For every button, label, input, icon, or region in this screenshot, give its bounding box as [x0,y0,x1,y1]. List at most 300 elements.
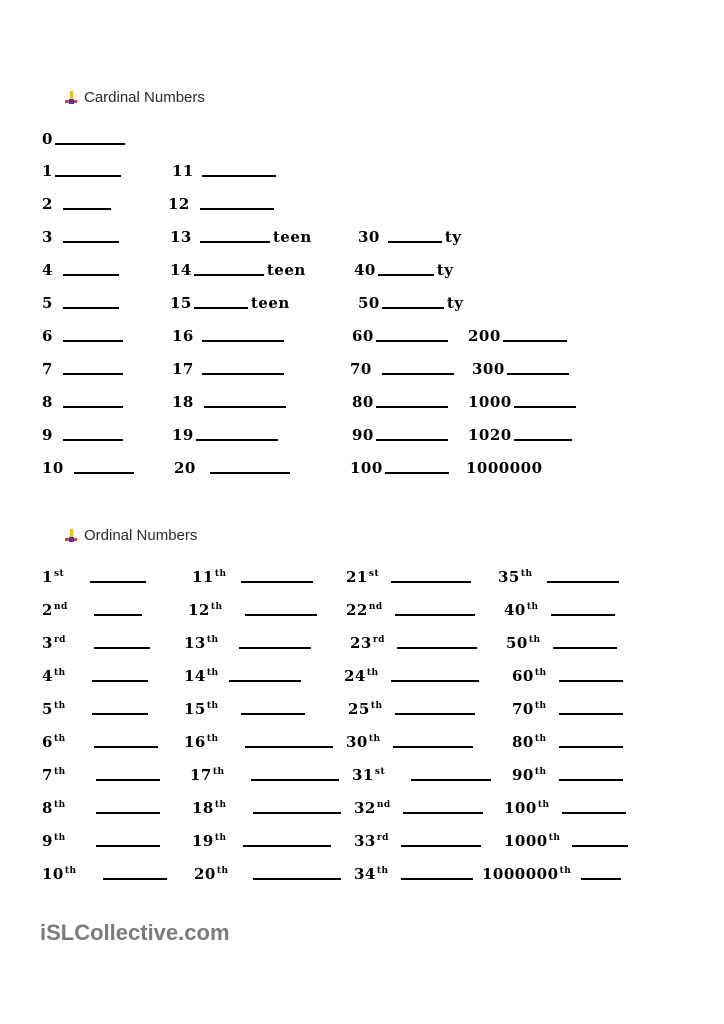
ordinal-label [346,733,381,751]
ordinal-item [42,863,169,883]
ordinal-label [346,568,379,586]
answer-blank[interactable] [200,208,274,210]
ordinal-suffix: th [520,569,533,579]
ordinal-item [42,764,162,784]
cardinal-item [172,160,278,180]
answer-blank[interactable] [63,406,123,408]
answer-blank[interactable] [96,779,160,781]
cardinal-item [468,424,574,444]
ordinal-item [42,665,150,685]
ordinal-suffix: th [370,701,383,711]
ordinal-label [184,634,219,652]
ordinal-item [42,632,152,652]
cardinal-item [170,226,312,246]
ordinal-item [42,698,150,718]
ordinal-number: 17 [190,766,212,784]
ordinal-suffix: th [366,668,379,678]
ordinal-number: 34 [354,865,376,883]
ordinal-suffix: st [53,569,65,579]
number-label: 10 [42,459,64,477]
answer-blank[interactable] [401,845,481,847]
number-label: 60 [352,327,374,345]
ordinal-suffix: th [548,833,561,843]
ordinal-suffix: th [534,734,547,744]
number-label: 11 [172,162,194,180]
ordinal-suffix: th [368,734,381,744]
answer-blank[interactable] [547,581,619,583]
answer-blank[interactable] [202,340,284,342]
ordinal-label [346,601,383,619]
ordinal-number: 12 [188,601,210,619]
ordinal-suffix: th [214,569,227,579]
number-label: 20 [174,459,196,477]
cardinal-item [468,325,569,345]
cardinal-item [42,160,123,180]
answer-blank[interactable] [63,373,123,375]
ordinal-item [346,731,475,751]
answer-blank[interactable] [385,472,449,474]
number-label: 300 [472,360,505,378]
ordinal-heading [64,527,197,544]
ordinal-item [42,731,160,751]
ordinal-item [192,797,343,817]
ordinal-number: 9 [42,832,53,850]
ordinal-suffix: st [368,569,380,579]
ordinal-suffix: th [210,602,223,612]
answer-blank[interactable] [63,340,123,342]
answer-blank[interactable] [229,680,301,682]
bullet-arrow-icon [64,529,78,543]
ordinal-label [194,865,229,883]
ordinal-item [188,599,319,619]
ordinal-suffix: th [526,602,539,612]
ordinal-label [504,601,539,619]
number-label: 5 [42,294,53,312]
ordinal-number: 70 [512,700,534,718]
answer-blank[interactable] [92,680,148,682]
ordinal-item [192,566,315,586]
number-label: 30 [358,228,380,246]
ordinal-item [346,599,477,619]
ordinal-suffix: nd [376,800,391,810]
answer-blank[interactable] [241,713,305,715]
cardinal-item [172,358,286,378]
answer-blank[interactable] [382,307,444,309]
cardinal-item [168,193,276,213]
answer-blank[interactable] [94,614,142,616]
ordinal-label [42,700,66,718]
answer-blank[interactable] [391,680,479,682]
ordinal-suffix: th [53,833,66,843]
ordinal-label [512,667,547,685]
ordinal-suffix: th [534,767,547,777]
ordinal-label [42,634,66,652]
ordinal-item [354,797,485,817]
ordinal-item [506,632,619,652]
ordinal-number: 10 [42,865,64,883]
cardinal-item [352,391,450,411]
ordinal-label [192,568,227,586]
ordinal-number: 14 [184,667,206,685]
cardinal-item [350,358,456,378]
ordinal-item [512,698,625,718]
ordinal-number: 13 [184,634,206,652]
ordinal-suffix: th [53,701,66,711]
ordinal-label [348,700,383,718]
answer-blank[interactable] [90,581,146,583]
ordinal-label [350,634,385,652]
cardinal-item [174,457,292,477]
ordinal-item [504,599,617,619]
answer-blank[interactable] [243,845,331,847]
ordinal-item [42,566,148,586]
ordinal-item [350,632,479,652]
number-label: 16 [172,327,194,345]
ordinal-suffix: rd [376,833,389,843]
answer-blank[interactable] [411,779,491,781]
number-label: 13 [170,228,192,246]
answer-blank[interactable] [376,439,448,441]
number-label: 1000000 [466,459,543,477]
answer-blank[interactable] [382,373,454,375]
ordinal-suffix: th [206,668,219,678]
answer-blank[interactable] [253,878,341,880]
ordinal-item [346,566,473,586]
ordinal-label [184,700,219,718]
number-label: 200 [468,327,501,345]
watermark: iSLCollective.com [40,920,230,945]
ordinal-suffix: nd [53,602,68,612]
cardinal-item [354,259,454,279]
answer-blank[interactable] [92,713,148,715]
answer-blank[interactable] [551,614,615,616]
answer-blank[interactable] [96,812,160,814]
answer-blank[interactable] [210,472,290,474]
ordinal-item [504,797,628,817]
ordinal-label [184,667,219,685]
ordinal-suffix: th [53,800,66,810]
cardinal-item [172,325,286,345]
ordinal-number: 90 [512,766,534,784]
ordinal-number: 25 [348,700,370,718]
ordinal-number: 19 [192,832,214,850]
answer-blank[interactable] [559,779,623,781]
cardinal-item [468,391,578,411]
answer-blank[interactable] [63,307,119,309]
answer-blank[interactable] [403,812,483,814]
number-label: 7 [42,360,53,378]
ordinal-number: 35 [498,568,520,586]
ordinal-item [512,764,625,784]
answer-blank[interactable] [194,274,264,276]
suffix-label: teen [250,294,290,312]
ordinal-number: 32 [354,799,376,817]
ordinal-suffix: th [53,767,66,777]
ordinal-label [354,832,389,850]
ordinal-number: 15 [184,700,206,718]
cardinal-item [472,358,571,378]
number-label: 50 [358,294,380,312]
ordinal-label [504,832,560,850]
answer-blank[interactable] [63,208,111,210]
answer-blank[interactable] [503,340,567,342]
answer-blank[interactable] [245,746,333,748]
ordinal-suffix: th [528,635,541,645]
cardinal-item [172,424,280,444]
ordinal-item [184,665,303,685]
number-label: 100 [350,459,383,477]
answer-blank[interactable] [562,812,626,814]
cardinal-item [42,391,125,411]
ordinal-label [192,799,227,817]
ordinal-label [42,568,64,586]
ordinal-suffix: th [537,800,550,810]
ordinal-item [354,863,475,883]
answer-blank[interactable] [378,274,434,276]
ordinal-item [184,731,335,751]
ordinal-suffix: th [206,734,219,744]
answer-blank[interactable] [63,274,119,276]
answer-blank[interactable] [397,647,477,649]
suffix-label: ty [436,261,454,279]
number-label: 70 [350,360,372,378]
cardinal-item [42,259,121,279]
number-label: 14 [170,261,192,279]
answer-blank[interactable] [251,779,339,781]
answer-blank[interactable] [376,406,448,408]
answer-blank[interactable] [103,878,167,880]
number-label: 17 [172,360,194,378]
ordinal-number: 31 [352,766,374,784]
ordinal-label [512,733,547,751]
answer-blank[interactable] [507,373,569,375]
number-label: 0 [42,130,53,148]
ordinal-item [512,665,625,685]
ordinal-label [352,766,385,784]
cardinal-item [42,292,121,312]
number-label: 8 [42,393,53,411]
answer-blank[interactable] [395,713,475,715]
ordinal-suffix: th [53,668,66,678]
ordinal-suffix: rd [53,635,66,645]
ordinal-item [42,797,162,817]
answer-blank[interactable] [245,614,317,616]
answer-blank[interactable] [194,307,248,309]
answer-blank[interactable] [200,241,270,243]
ordinal-item [348,698,477,718]
ordinal-number: 50 [506,634,528,652]
ordinal-number: 60 [512,667,534,685]
answer-blank[interactable] [239,647,311,649]
cardinal-item [466,457,543,477]
answer-blank[interactable] [559,713,623,715]
number-label: 9 [42,426,53,444]
ordinal-suffix: th [206,635,219,645]
cardinal-item [42,193,113,213]
ordinal-label [42,733,66,751]
ordinal-item [344,665,481,685]
ordinal-item [42,599,144,619]
answer-blank[interactable] [253,812,341,814]
answer-blank[interactable] [63,241,119,243]
answer-blank[interactable] [94,647,150,649]
cardinal-item [352,325,450,345]
ordinal-label [344,667,379,685]
ordinal-number: 22 [346,601,368,619]
ordinal-label [512,700,547,718]
ordinal-number: 5 [42,700,53,718]
answer-blank[interactable] [388,241,442,243]
ordinal-item [184,698,307,718]
answer-blank[interactable] [202,175,276,177]
ordinal-label [354,799,391,817]
number-label: 6 [42,327,53,345]
ordinal-suffix: th [559,866,572,876]
ordinal-label [354,865,389,883]
answer-blank[interactable] [204,406,286,408]
cardinal-item [42,128,127,148]
answer-blank[interactable] [572,845,628,847]
ordinal-item [192,830,333,850]
answer-blank[interactable] [63,439,123,441]
cardinal-item [42,457,136,477]
bullet-arrow-icon [64,91,78,105]
answer-blank[interactable] [55,143,125,145]
ordinal-number: 40 [504,601,526,619]
ordinal-suffix: th [53,734,66,744]
answer-blank[interactable] [94,746,158,748]
ordinal-number: 3 [42,634,53,652]
number-label: 15 [170,294,192,312]
answer-blank[interactable] [96,845,160,847]
ordinal-number: 7 [42,766,53,784]
ordinal-suffix: th [214,833,227,843]
ordinal-suffix: th [534,701,547,711]
cardinal-item [352,424,450,444]
ordinal-number: 24 [344,667,366,685]
number-label: 18 [172,393,194,411]
ordinal-number: 1000 [504,832,548,850]
answer-blank[interactable] [514,439,572,441]
ordinal-item [482,863,623,883]
ordinal-number: 21 [346,568,368,586]
suffix-label: teen [266,261,306,279]
ordinal-label [512,766,547,784]
answer-blank[interactable] [55,175,121,177]
ordinal-number: 1 [42,568,53,586]
ordinal-suffix: th [214,800,227,810]
ordinal-number: 8 [42,799,53,817]
cardinal-item [172,391,288,411]
answer-blank[interactable] [196,439,278,441]
ordinal-suffix: nd [368,602,383,612]
answer-blank[interactable] [74,472,134,474]
number-label: 3 [42,228,53,246]
ordinal-suffix: th [212,767,225,777]
cardinal-heading [64,89,205,106]
ordinal-item [194,863,343,883]
cardinal-item [170,292,290,312]
ordinal-number: 23 [350,634,372,652]
answer-blank[interactable] [241,581,313,583]
ordinal-label [504,799,550,817]
answer-blank[interactable] [393,746,473,748]
answer-blank[interactable] [581,878,621,880]
ordinal-number: 1000000 [482,865,559,883]
ordinal-suffix: th [376,866,389,876]
number-label: 80 [352,393,374,411]
answer-blank[interactable] [514,406,576,408]
ordinal-number: 30 [346,733,368,751]
ordinal-label [42,601,68,619]
ordinal-label [190,766,225,784]
answer-blank[interactable] [376,340,448,342]
ordinal-label [42,865,77,883]
cardinal-item [358,292,464,312]
ordinal-number: 20 [194,865,216,883]
ordinal-item [504,830,630,850]
ordinal-item [184,632,313,652]
ordinal-item [512,731,625,751]
cardinal-item [42,424,125,444]
suffix-label: ty [446,294,464,312]
answer-blank[interactable] [559,746,623,748]
answer-blank[interactable] [559,680,623,682]
ordinal-item [354,830,483,850]
cardinal-item [42,226,121,246]
ordinal-item [190,764,341,784]
number-label: 1020 [468,426,512,444]
ordinal-item [498,566,621,586]
ordinal-suffix: st [374,767,386,777]
ordinal-number: 16 [184,733,206,751]
cardinal-item [42,358,125,378]
ordinal-number: 18 [192,799,214,817]
number-label: 1 [42,162,53,180]
suffix-label: ty [444,228,462,246]
ordinal-number: 11 [192,568,214,586]
ordinal-number: 33 [354,832,376,850]
ordinal-label [42,832,66,850]
cardinal-item [42,325,125,345]
ordinal-label [42,766,66,784]
ordinal-item [42,830,162,850]
number-label: 1000 [468,393,512,411]
ordinal-label [188,601,223,619]
answer-blank[interactable] [395,614,475,616]
answer-blank[interactable] [401,878,473,880]
ordinal-number: 80 [512,733,534,751]
ordinal-number: 100 [504,799,537,817]
answer-blank[interactable] [553,647,617,649]
ordinal-label [184,733,219,751]
ordinal-label [498,568,533,586]
ordinal-number: 2 [42,601,53,619]
ordinal-item [352,764,493,784]
cardinal-item [350,457,451,477]
suffix-label: teen [272,228,312,246]
ordinal-label [506,634,541,652]
ordinal-heading-text: Ordinal Numbers [84,527,198,544]
answer-blank[interactable] [202,373,284,375]
answer-blank[interactable] [391,581,471,583]
ordinal-suffix: rd [372,635,385,645]
ordinal-number: 4 [42,667,53,685]
number-label: 90 [352,426,374,444]
ordinal-label [42,667,66,685]
number-label: 12 [168,195,190,213]
number-label: 19 [172,426,194,444]
